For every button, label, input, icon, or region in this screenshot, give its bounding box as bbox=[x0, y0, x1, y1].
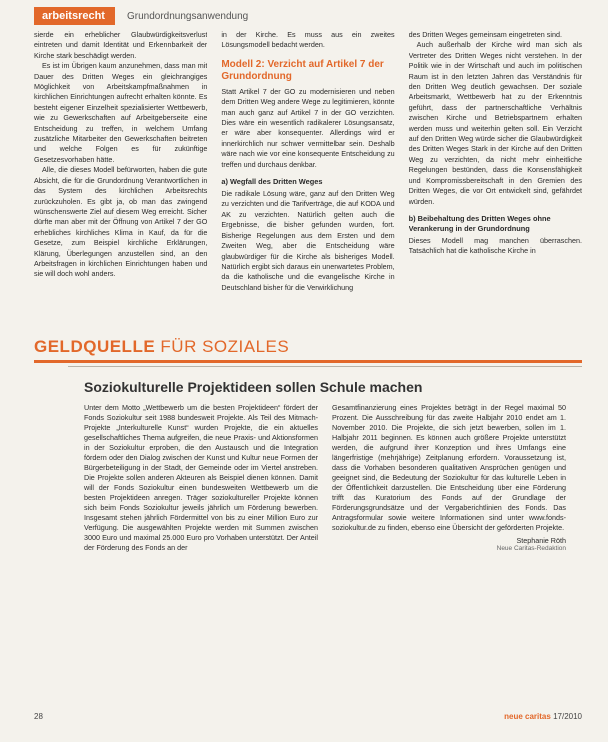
box-paragraph: Gesamtfinanzierung eines Projektes beträgt in der Regel maximal 50 Prozent. Die Ausschreibung für das zweite Halbjahr 2010 endet am 1. November 2010. Die Projekte, die sich jetzt bewerben, sollen im 1. Halbjahr 2011 beginnen. Es können auch größere Projekte unterstützt werden, die aufgrund ihrer Konzeption und ihres Umfangs eine längerfristige (mehrjährige) Zeitplanung erfordern. Voraussetzung ist, dass die Vorhaben besonderen qualitativen Ansprüchen genügen und geeignet sind, die Bedeutung der Soziokultur für das kulturelle Leben in der Öffentlichkeit darzustellen. Die Entscheidung über eine Förderung trifft das Kuratorium des Fonds auf der Grundlage der Förderungsgrundsätze und der Vergaberichtlinien des Fonds. Das Antragsformular sowie weitere Informationen sind unter www.fonds-soziokultur.de zu finden, ebenso eine Übersicht der geförderten Projekte. bbox=[332, 403, 566, 532]
paragraph: Statt Artikel 7 der GO zu modernisieren und neben dem Dritten Weg andere Wege zu legitimieren, könnte man auch ganz auf Artikel 7 in der GO verzichten. Dies wäre ein wesentlich radikalerer Lösungsansatz, er wäre aber konsequenter. Allerdings wird er innerkirchlich nur schwer vermittelbar sein. Deshalb wäre nach wie vor eine konsequente Entscheidung zu treffen und durchaus denkbar. bbox=[221, 86, 395, 169]
column-1 bbox=[34, 30, 207, 328]
band-title-bold: GELDQUELLE bbox=[34, 337, 156, 356]
page-number: 28 bbox=[34, 712, 43, 721]
issue-number: 17/2010 bbox=[553, 712, 582, 721]
band-title bbox=[34, 336, 582, 363]
paragraph: sierde ein erheblicher Glaubwürdigkeitsverlust eintreten und damit Identität und Erkennbarkeit der Kirche stark beschädigt werden. bbox=[34, 30, 208, 60]
column-2 bbox=[221, 30, 394, 328]
subsection-heading: b) Beibehaltung des Dritten Weges ohne Verankerung in der Grundordnung bbox=[408, 213, 551, 233]
info-box bbox=[68, 366, 582, 689]
author-note: Neue Caritas-Redaktion bbox=[496, 545, 566, 552]
page-footer bbox=[34, 712, 582, 721]
footer-brand: neue caritas bbox=[504, 712, 551, 721]
box-headline: Soziokulturelle Projektideen sollen Schule machen bbox=[84, 379, 423, 395]
running-title: Grundordnungsanwendung bbox=[126, 10, 249, 22]
box-columns bbox=[68, 403, 582, 553]
paragraph: Auch außerhalb der Kirche wird man sich als Vertreter des Dritten Weges nicht verstehen. In der Politik wie in der Wirtschaft und auch im politischen Raum ist in den letzten Jahren das Verständnis für den Dritten Weg deutlich gewachsen. Der soziale Arbeitsmarkt, Wettbewerb hat zu der Erkenntnis geführt, dass der partnerschaftliche Verhältnis zwischen Kirche und Betriebspartnern erhalten werden muss und weiterhin gelten soll. Ein Verzicht auf den Dritten Weg würde sicher die Glaubwürdigkeit des Dritten Weges Stark in der Kirche auf den Dritten Weg zu verzichten, da nicht mehr einheitliche Regelungen bestünden, dass die Konsensfähigkeit und Kompromissbereitschaft in den Gremien des Dritten Weges, die vor Ort entwickelt sind, gefährdet würden. bbox=[408, 40, 582, 206]
section-tag: arbeitsrecht bbox=[34, 7, 115, 25]
box-paragraph: Unter dem Motto „Wettbewerb um die besten Projektideen“ fördert der Fonds Soziokultur seit 1988 bundesweit Projekte. Als Teil des Mitmach-Projekte „Interkulturelle Kunst“ wurden Projekte, die ein aktuelles gesellschaftliches Thema aufgreifen, die neue Praxis- und Aktionsformen in der Soziokultur erproben, die den Austausch und die Integration fördern oder den Dialog zwischen der Kunst und Kultur neue Formen der Bürgerbeteiligung in der Stadt, der Gemeinde oder im Viertel anstreben. Die Projekte sollen anderen Akteuren als Beispiel dienen können. Damit will der Fonds Soziokultur einen bundesweiten Wettbewerb um die besten Projektideen anregen. Träger soziokultureller Projekte können sich beim Fonds Soziokultur jeweils jährlich um Förderung bewerben. Insgesamt stehen jährlich Fördermittel von bis zu einer Million Euro zur Verfügung. Die ausgewählten Projekte werden mit Summen zwischen 3000 Euro und maximal 25.000 Euro pro Vorhaben unterstützt. Der Anteil der Förderung des Fonds an der bbox=[84, 403, 318, 552]
footer-issue bbox=[504, 712, 582, 721]
subsection-heading: a) Wegfall des Dritten Weges bbox=[221, 177, 323, 187]
paragraph: Dieses Modell mag manchen überraschen. Tatsächlich hat die katholische Kirche in bbox=[408, 235, 582, 256]
column-3 bbox=[409, 30, 582, 328]
paragraph: Es ist im Übrigen kaum anzunehmen, dass man mit Dauer des Dritten Weges ein gleichrangiges Möglichkeit von Arbeitskampfmaßnahmen in kirchlichen Einrichtungen aufrecht erhalten könnte. Es besteht eigener Einzelheit spezialisierter Wettbewerb, wie zu Gewerkschaften auf Arbeitgeberseite eine Entscheidung zu treffen, in welchem Umfang zusätzliche Mitarbeiter den Gewerkschaften beitreten und welche Folgen es für zukünftige Gesetzesvorhaben hätte. bbox=[34, 61, 208, 164]
band-title-light: FÜR SOZIALES bbox=[160, 337, 290, 356]
geldquelle-band bbox=[34, 336, 582, 363]
article-columns bbox=[34, 30, 582, 328]
page-header bbox=[34, 6, 248, 26]
paragraph: Alle, die dieses Modell befürworten, haben die gute Absicht, die für die Grundordnung Verantwortlichen in das System des kirchlichen Arbeitsrechts zurückzuholen. Es gibt ja, ob man das zwingend wünschenswerte Ziel auf diesem Weg erreicht. Sicher dürfte man aber mit der Öffnung von Artikel 7 der GO erhebliches kirchliches Klima in Kauf, da für die Gesetze, zum Beispiel kirchliche Erklärungen, Klärung, Überlegungen anzustellen sind, an den Arbeitsfragen in kirchlichen Einrichtungen haben und sie will doch wohl anders. bbox=[34, 165, 208, 279]
author-name: Stephanie Röth bbox=[516, 536, 566, 545]
box-column-left bbox=[84, 403, 318, 553]
box-column-right bbox=[332, 403, 566, 553]
section-heading: Modell 2: Verzicht auf Artikel 7 der Grundordnung bbox=[221, 58, 384, 82]
paragraph: in der Kirche. Es muss aus ein zweites Lösungsmodell bedacht werden. bbox=[221, 30, 395, 50]
paragraph: Die radikale Lösung wäre, ganz auf den Dritten Weg zu verzichten und die Tarifverträge, die auf KODA und AK zu verzichten. Natürlich gelten auch die Ergebnisse, die bisher gefunden wurden, fort. Bisherige Regelungen aus dem Ersten und dem Zweiten Weg, aber die Entscheidung wäre glaubwürdiger für die Kirche als bisheriges Modell. Natürlich ergibt sich daraus ein unerwartetes Problem, da die katholische und die evangelische Kirche in Deutschland bisher für die Verwirklichung bbox=[221, 189, 395, 292]
paragraph: des Dritten Weges gemeinsam eingetreten sind. bbox=[408, 30, 562, 39]
